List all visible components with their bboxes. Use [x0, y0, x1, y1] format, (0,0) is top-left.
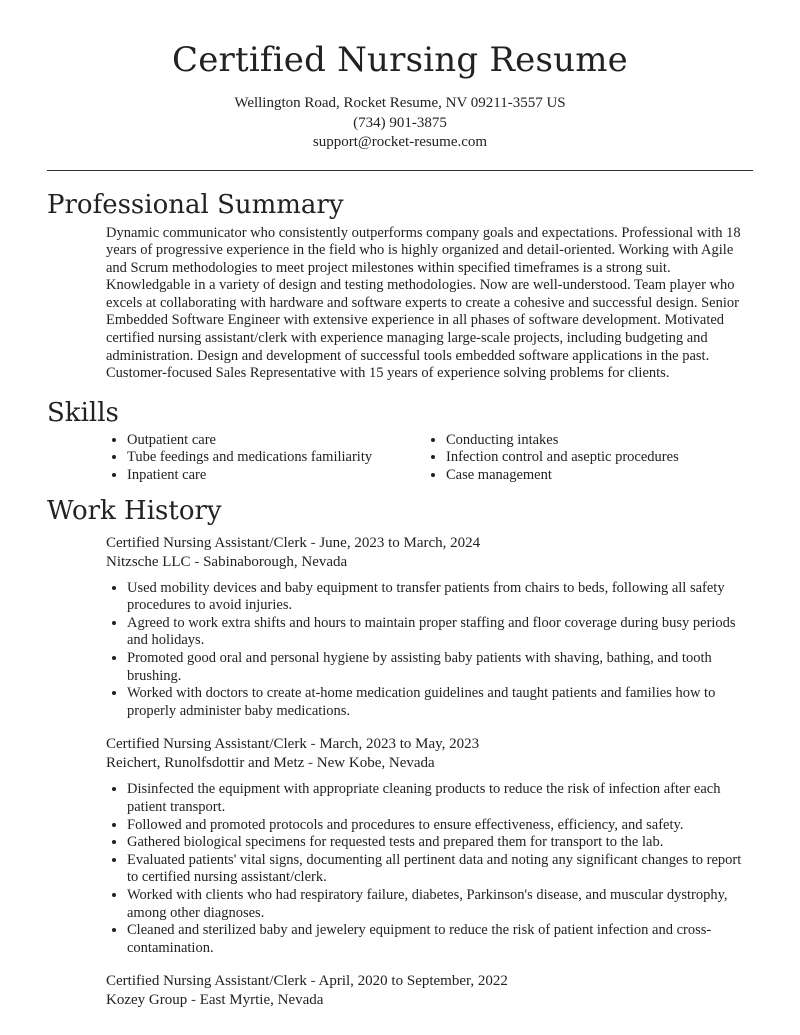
job-bullet: • Evaluated patients' vital signs, documenting all pertinent data and noting any significant changes to report to certified nursing assistant/clerk. [127, 852, 753, 887]
separator: - [310, 973, 316, 990]
job-dates: June, 2023 to March, 2024 [319, 534, 481, 551]
job-bullets [106, 580, 753, 721]
skill-item: • Conducting intakes [446, 432, 725, 450]
job-company-line [106, 991, 753, 1010]
job-location: New Kobe, Nevada [316, 755, 435, 772]
job-title-line [106, 534, 753, 553]
skill-item: • Tube feedings and medications familiarity [127, 449, 425, 467]
job-company-line [106, 553, 753, 572]
skill-item: • Infection control and aseptic procedures [446, 449, 725, 467]
job-bullet: • Disinfected the equipment with appropriate cleaning products to reduce the risk of infection after each patient transport. [127, 781, 753, 816]
skill-item: • Outpatient care [127, 432, 425, 450]
job-title: Certified Nursing Assistant/Clerk [106, 973, 307, 990]
summary-text: Dynamic communicator who consistently outperforms company goals and expectations. Professional with 18 years of progressive experience in the field who is highly organized and detail-oriented. Working with Agile and Scrum methodologies to meet project milestones within specified timeframes is a strong suit. Knowledgable in a variety of design and testing methodologies. Now are well-understood. Team player who excels at collaborating with hardware and software experts to create a cohesive and successful design. Senior Embedded Software Engineer with extensive experience in all phases of software development. Motivated certified nursing assistant/clerk with experience managing large-scale projects, including budgeting and administration. Design and development of successful tools embedded software applications in the past. Customer-focused Sales Representative with 15 years of experience solving problems for clients. [106, 224, 741, 382]
contact-block [0, 94, 800, 153]
header-divider [47, 170, 753, 171]
job-entry [106, 735, 753, 957]
section-heading-work: Work History [47, 495, 222, 526]
skill-item: • Case management [446, 467, 725, 485]
job-bullet: • Followed and promoted protocols and procedures to ensure effectiveness, efficiency, and safety. [127, 817, 753, 835]
job-bullet: • Worked with doctors to create at-home medication guidelines and taught patients and families how to properly administer baby medications. [127, 685, 753, 720]
job-bullet: • Used mobility devices and baby equipment to transfer patients from chairs to beds, following all safety procedures to avoid injuries. [127, 580, 753, 615]
contact-email: support@rocket-resume.com [312, 134, 488, 150]
job-company: Reichert, Runolfsdottir and Metz [106, 755, 305, 772]
section-heading-skills: Skills [47, 397, 119, 428]
job-entry [106, 534, 753, 721]
job-company: Nitzsche LLC [106, 553, 191, 570]
separator: - [308, 755, 314, 772]
job-entry [106, 972, 753, 1010]
resume-header [0, 0, 800, 153]
job-bullet: • Cleaned and sterilized baby and jewelery equipment to reduce the risk of patient infection and cross-contamination. [127, 922, 753, 957]
separator: - [190, 992, 196, 1009]
job-bullet: • Gathered biological specimens for requested tests and prepared them for transport to the lab. [127, 834, 753, 852]
section-heading-summary: Professional Summary [47, 189, 344, 220]
job-bullets [106, 781, 753, 957]
job-title: Certified Nursing Assistant/Clerk [106, 736, 307, 753]
skills-column-right [425, 432, 725, 485]
job-company-line [106, 754, 753, 773]
skills-column-left [106, 432, 425, 485]
job-title: Certified Nursing Assistant/Clerk [106, 534, 307, 551]
separator: - [310, 736, 316, 753]
professional-summary-section [0, 190, 800, 383]
work-history-section [0, 496, 800, 1011]
skill-item: • Inpatient care [127, 467, 425, 485]
job-bullet: • Agreed to work extra shifts and hours to maintain proper staffing and floor coverage during busy periods and holidays. [127, 615, 753, 650]
contact-phone: (734) 901-3875 [353, 114, 447, 131]
job-dates: April, 2020 to September, 2022 [318, 973, 508, 990]
skills-section [0, 398, 800, 485]
job-dates: March, 2023 to May, 2023 [319, 736, 480, 753]
skills-grid [106, 432, 800, 485]
separator: - [194, 553, 200, 570]
job-title-line [106, 972, 753, 991]
job-location: East Myrtie, Nevada [199, 992, 324, 1009]
job-location: Sabinaborough, Nevada [203, 553, 348, 570]
job-bullet: • Worked with clients who had respiratory failure, diabetes, Parkinson's disease, and muscular dystrophy, among other diagnoses. [127, 887, 753, 922]
job-bullet: • Promoted good oral and personal hygiene by assisting baby patients with shaving, bathing, and tooth brushing. [127, 650, 753, 685]
separator: - [310, 534, 316, 551]
resume-title: Certified Nursing Resume [172, 40, 628, 80]
contact-address: Wellington Road, Rocket Resume, NV 09211-3557 US [234, 95, 566, 111]
job-title-line [106, 735, 753, 754]
job-company: Kozey Group [106, 992, 188, 1009]
